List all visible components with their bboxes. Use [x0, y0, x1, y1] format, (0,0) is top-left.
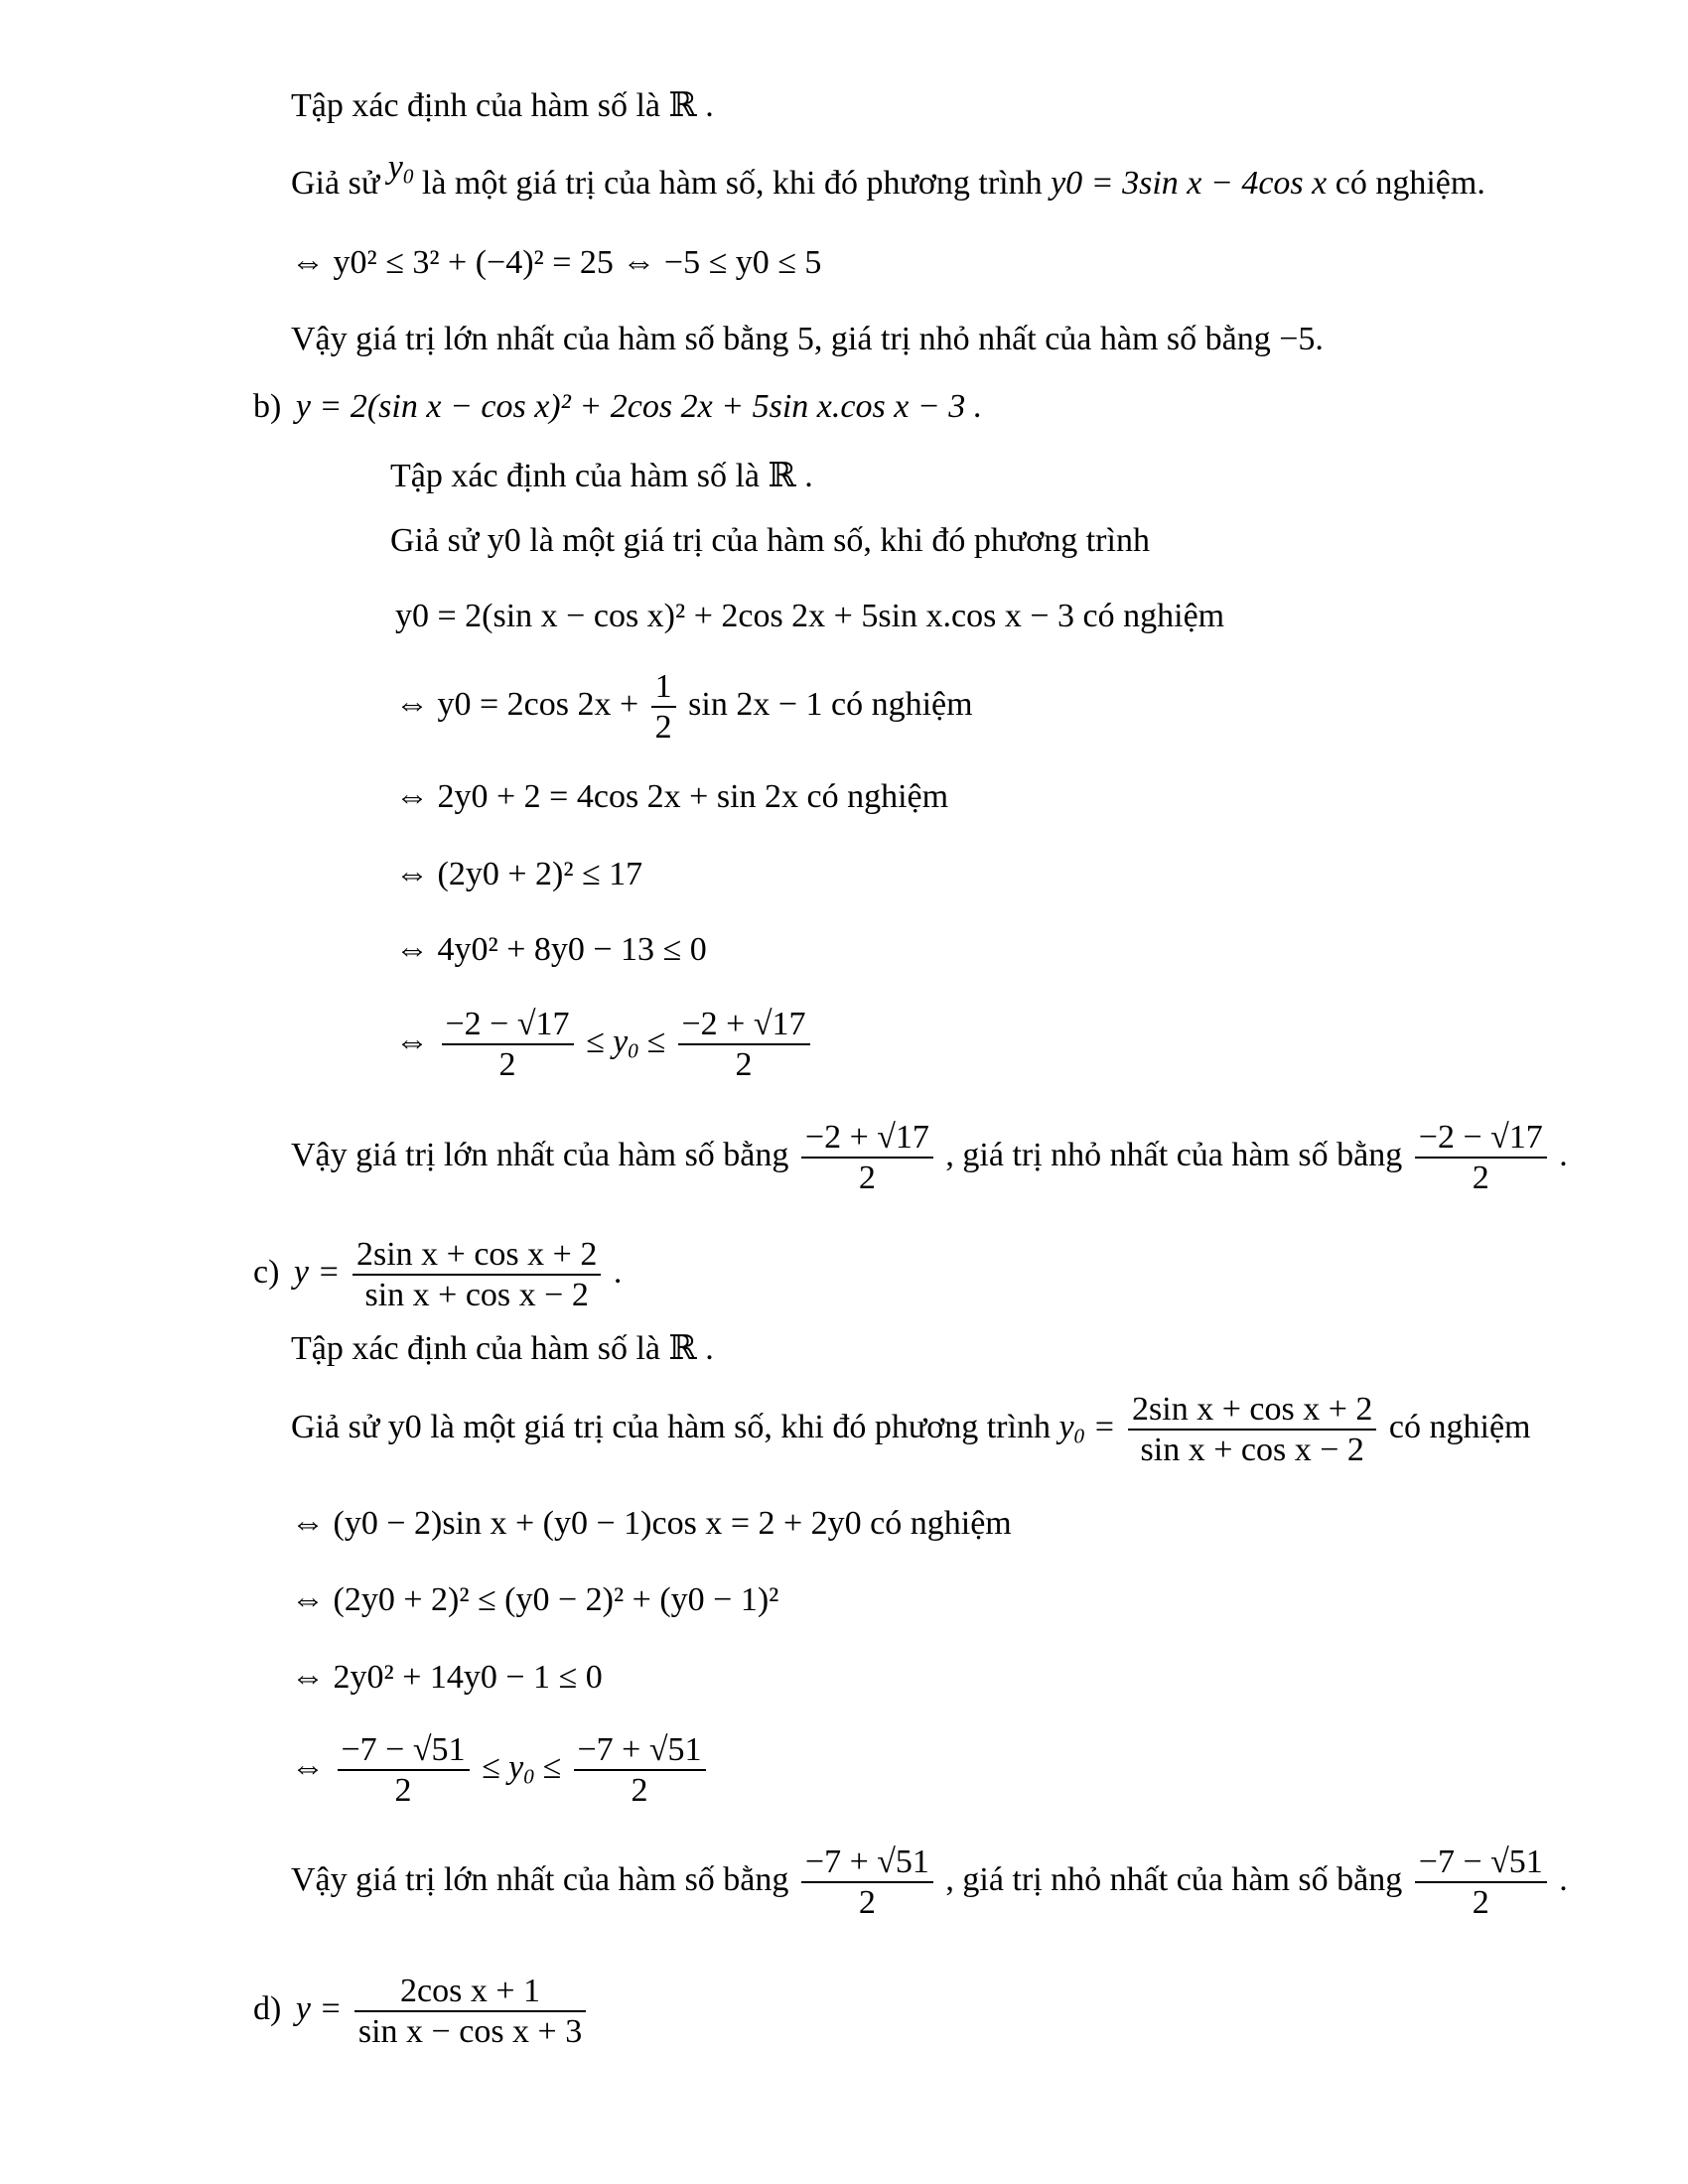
b-step5: ⇔ $\frac{-2 - √17}{2}$ ≤ $y_0$ ≤ $\frac{-2 + √17}{2}$ — [395, 1005, 814, 1084]
c-equation-fraction: $\frac{\text{2sin x + cos x + 2}}{\text{sin x + cos x − 2}}$ — [1128, 1390, 1376, 1469]
b-step3: ⇔ (2y0 + 2)² ≤ 17 — [395, 856, 643, 892]
b-assume-line: Giả sử y0 là một giá trị của hàm số, khi đó phương trình — [390, 522, 1150, 559]
d-function-fraction: $\frac{\text{2cos x + 1}}{\text{sin x − cos x + 3}}$ — [354, 1972, 586, 2051]
b-max-fraction: $\frac{-2 + √17}{2}$ — [801, 1118, 933, 1197]
b-step4: ⇔ 4y0² + 8y0 − 13 ≤ 0 — [395, 931, 707, 968]
b-function-line: b) y = 2(sin x − cos x)² + 2cos 2x + 5sin x.cos x − 3 . — [253, 388, 983, 425]
a-y0-symbol: $y_0$ — [387, 149, 414, 189]
b-lower-bound-fraction: $\frac{-2 - √17}{2}$ — [442, 1005, 574, 1084]
b-domain-line: Tập xác định của hàm số là ℝ . — [390, 458, 813, 494]
c-function-fraction: $\frac{\text{2sin x + cos x + 2}}{\text{sin x + cos x − 2}}$ — [352, 1235, 601, 1314]
c-lower-bound-fraction: $\frac{-7 - √51}{2}$ — [338, 1730, 470, 1810]
c-max-fraction: $\frac{-7 + √51}{2}$ — [801, 1843, 933, 1922]
c-min-fraction: $\frac{-7 - √51}{2}$ — [1415, 1843, 1547, 1922]
c-step3: ⇔ 2y0² + 14y0 − 1 ≤ 0 — [291, 1659, 603, 1696]
c-step4: ⇔ $\frac{-7 - √51}{2}$ ≤ $y_0$ ≤ $\frac{-7 + √51}{2}$ — [291, 1730, 710, 1810]
a-domain-line: Tập xác định của hàm số là ℝ . — [291, 87, 714, 124]
c-function-line: c) y = $\frac{\text{2sin x + cos x + 2}}{\text{sin x + cos x − 2}}$ . — [253, 1236, 623, 1314]
b-upper-bound-fraction: $\frac{-2 + √17}{2}$ — [678, 1005, 810, 1084]
c-assume-line: Giả sử y0 là một giá trị của hàm số, khi đó phương trình $y_0$ = $\frac{\text{2sin x + cos x + 2}}{\text{sin x + cos x − 2}}$ có nghiệm — [291, 1391, 1531, 1469]
c-domain-line: Tập xác định của hàm số là ℝ . — [291, 1330, 714, 1367]
b-min-fraction: $\frac{-2 - √17}{2}$ — [1415, 1118, 1547, 1197]
c-conclusion: Vậy giá trị lớn nhất của hàm số bằng $\frac{-7 + √51}{2}$ , giá trị nhỏ nhất của hàm số bằng $\frac{-7 - √51}{2}$ . — [291, 1843, 1568, 1922]
c-upper-bound-fraction: $\frac{-7 + √51}{2}$ — [574, 1730, 706, 1810]
a-assume-line: Giả sử $y_0$ là một giá trị của hàm số, khi đó phương trình y0 = 3sin x − 4cos x có nghiệm. — [291, 149, 1485, 202]
b-step1-half-fraction: $\frac{1}{2}$ — [651, 667, 676, 747]
b-step1: ⇔ y0 = 2cos 2x + $\frac{1}{2}$ sin 2x − 1 có nghiệm — [395, 668, 973, 747]
a-equation: y0 = 3sin x − 4cos x — [1051, 165, 1328, 202]
c-step2: ⇔ (2y0 + 2)² ≤ (y0 − 2)² + (y0 − 1)² — [291, 1581, 779, 1618]
b-step2: ⇔ 2y0 + 2 = 4cos 2x + sin 2x có nghiệm — [395, 778, 949, 815]
d-function-line: d) y = $\frac{\text{2cos x + 1}}{\text{sin x − cos x + 3}}$ — [253, 1972, 590, 2051]
a-step1: ⇔ y0² ≤ 3² + (−4)² = 25 ⇔ −5 ≤ y0 ≤ 5 — [291, 244, 822, 281]
a-conclusion: Vậy giá trị lớn nhất của hàm số bằng 5, giá trị nhỏ nhất của hàm số bằng −5. — [291, 321, 1324, 357]
b-conclusion: Vậy giá trị lớn nhất của hàm số bằng $\frac{-2 + √17}{2}$ , giá trị nhỏ nhất của hàm số bằng $\frac{-2 - √17}{2}$ . — [291, 1119, 1568, 1197]
b-equation-line: y0 = 2(sin x − cos x)² + 2cos 2x + 5sin x.cos x − 3 có nghiệm — [395, 598, 1225, 634]
c-step1: ⇔ (y0 − 2)sin x + (y0 − 1)cos x = 2 + 2y0 có nghiệm — [291, 1505, 1012, 1542]
